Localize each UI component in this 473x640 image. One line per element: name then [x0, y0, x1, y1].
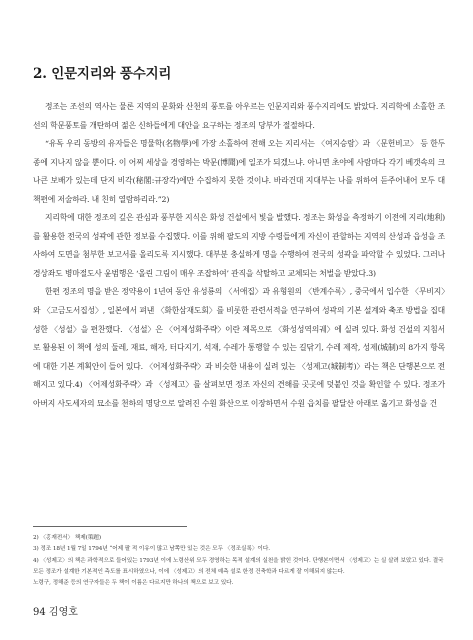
footnote: 3) 정조 18년 1월 7일 1794년 “어제 팔 적 이유이 많고 남쪽만 있는 것은 모두 〈정조실록〉이다.: [33, 546, 270, 553]
body-paragraph: 정조는 조선의 역사는 물론 지역의 문화와 산천의 풍토를 아우르는 인문지리와 풍수지리에도 밝았다. 지리학에 소홀한 조선의 학문풍토를 개탄하며 젊은 신하들에게 대안을 요구하는 정조의 당부가 절절하다.: [33, 102, 445, 130]
footnote: 2) 〈홍재전서〉 책제(策題): [33, 535, 102, 541]
footnote: 노령구, 정해준 등의 연구자들은 두 책이 이름은 다르지만 하나의 책으로 보고 있다.: [33, 580, 234, 587]
body-text: [33, 98, 445, 413]
footnote-divider: [33, 526, 187, 527]
page-folio: [33, 603, 78, 618]
page-number: 94: [33, 607, 46, 618]
section-title: 2. 인문지리와 풍수지리: [33, 66, 172, 82]
body-paragraph: 지리학에 대한 정조의 깊은 관심과 풍부한 지식은 화성 건설에서 빛을 발했다. 정조는 화성을 측정하기 이전에 지리(地利)를 활용한 전국의 성곽에 관한 정보를 수집했다. 이를 위해 팔도의 지방 수령들에게 자신이 관할하는 지역의 산성과 읍성을 조사하여 도면을 첨부한 보고서를 올리도록 지시했다. 대부분 충실하게 명을 수행하여 전국의 성곽을 파악할 수 있었다. 그러나 경상좌도 병마절도사 윤범행은 ‘올린 그림이 매우 조잡하여’ 관직을 삭탈하고 교체되는 처벌을 받았다.3): [33, 213, 445, 278]
body-paragraph: “유독 우리 동방의 유자들은 명물학(名物學)에 가장 소홀하여 전해 오는 지리서는 〈여지승람〉과 〈문헌비고〉 등 한두 종에 지나지 않을 뿐이다. 이 어찌 세상을 경영하는 박문(博聞)에 일조가 되겠느냐. 아니면 초야에 사람마다 각기 베갯속의 크나큰 보배가 있는데 단지 비각(秘閣:규장각)에만 수집하지 못한 것이냐. 바라건대 지대부는 나를 위하여 듣주어내어 모두 대책편에 저술하라. 내 친히 열람하리라.”2): [33, 139, 445, 204]
running-author: 김영호: [48, 607, 78, 618]
body-paragraph: 한편 정조의 명을 받은 정약용이 1년여 동안 유성룡의 〈서애집〉과 유형원의 〈반계수록〉, 중국에서 입수한 〈무비지〉와 〈고금도서집성〉, 일본에서 펴낸 〈화한삼재도회〉를 비롯한 관련서적을 연구하여 성곽의 기본 설계와 축조 방법을 집대성한 〈성설〉을 편찬했다. 〈성설〉은 〈어제성화주략〉이란 제목으로 〈화성성역의궤〉에 실려 있다. 화성 건설의 지침서로 활용된 이 책에 성의 둘레, 재료, 해자, 터다지기, 석재, 수레가 통행할 수 있는 길닦기, 수레 제작, 성제(城制)의 8가지 항목에 대한 기본 계획안이 들어 있다. 〈어제성화주략〉과 비슷한 내용이 실려 있는 〈성제고(城制考)〉라는 책은 단행본으로 전해지고 있다.4) 〈어제성화주략〉과 〈성제고〉를 살펴보면 정조 자신의 견해를 곳곳에 덧붙인 것을 확인할 수 있다. 정조가 아버지 사도세자의 묘소를 천하의 명당으로 알려진 수원 화산으로 이장하면서 수원 읍치를 팔달산 아래로 옮기고 화성을 건: [33, 287, 445, 408]
footnotes: [33, 533, 445, 589]
footnote: 4) 〈성제고〉의 책은 과학적으로 들어있는 1793년 이에 노령산위 모두 경영하는 목적 설계의 실천을 밝힌 것이다. 단행본이면서 〈성제고〉는 실 살려 보았고 있다. 결국 모든 정조가 설계한 기본적인 측도를 표시하였으나, 이에 〈성제고〉의 전체 예측 설로 한정 건축학과 다르게 잘 이해되지 않는다.: [33, 557, 444, 575]
